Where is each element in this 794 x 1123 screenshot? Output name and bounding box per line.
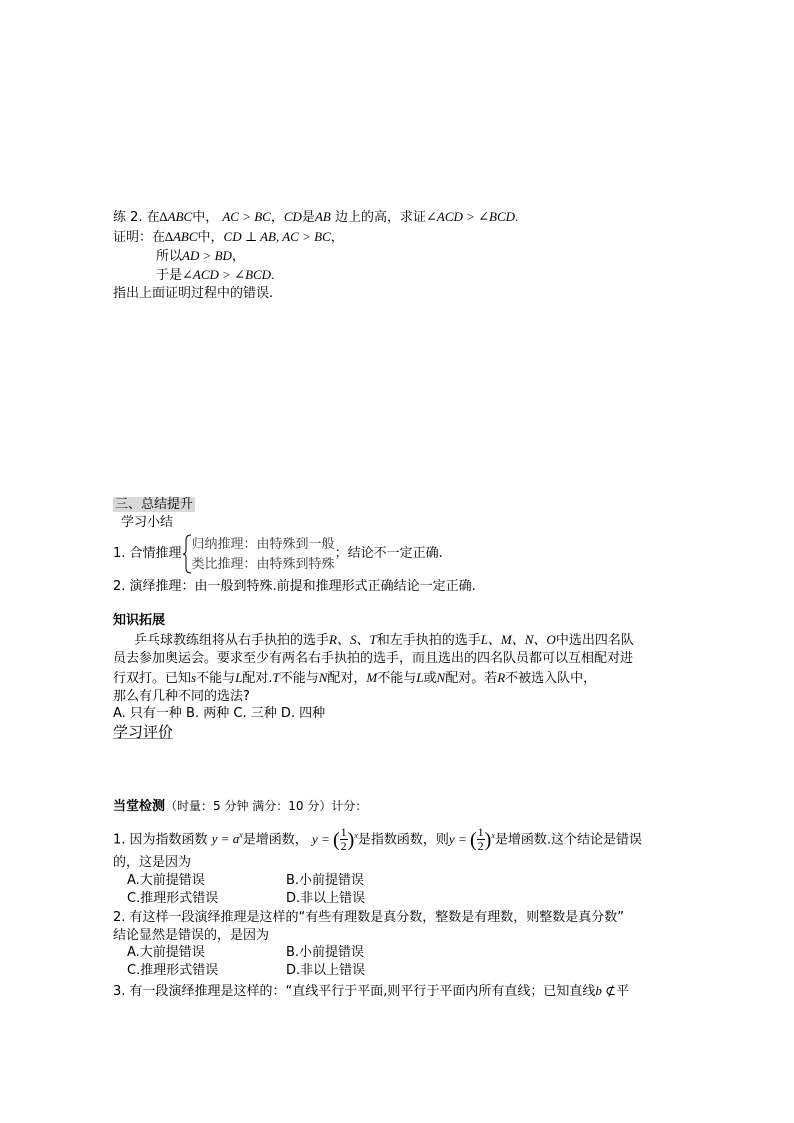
formula-exp	[212, 831, 243, 846]
test-q2-line2: 结论显然是错误的，是因为	[113, 928, 270, 943]
q2-option-a: A.大前提错误	[127, 945, 205, 960]
text: 和左手执拍的选手	[376, 633, 481, 648]
exercise2-line3	[156, 247, 245, 266]
extension-options: A. 只有一种 B. 两种 C. 三种 D. 四种	[113, 706, 326, 721]
inference-types	[192, 534, 335, 574]
q1-option-b: B.小前提错误	[286, 873, 365, 888]
math: ∆ABC	[165, 229, 198, 244]
math: CD	[283, 209, 302, 224]
test-q3-line1	[113, 982, 629, 1001]
text: 边上的高，求证	[334, 210, 426, 225]
q1-option-d: D.非以上错误	[286, 891, 366, 906]
math: AB	[314, 209, 331, 224]
math: CD ⊥ AB, AC > BC	[223, 229, 331, 244]
summary-item1	[113, 534, 443, 574]
math: s	[191, 670, 197, 685]
text: 是指数函数，则	[357, 832, 449, 848]
text: （时量：5 分钟 满分：10 分）计分：	[165, 799, 368, 813]
exercise2-line5: 指出上面证明过程中的错误.	[113, 286, 274, 301]
text: ；结论不一定正确.	[334, 546, 443, 561]
text: 不能与	[196, 671, 236, 686]
q2-option-d: D.非以上错误	[286, 963, 366, 978]
text: 3. 有一段演绎推理是这样的：“直线平行于平面,则平行于平面内所有直线；已知直线	[113, 984, 596, 999]
math: N	[318, 670, 328, 685]
evaluation-heading	[113, 722, 173, 742]
extension-p2: 员去参加奥运会。要求至少有两名右手执拍的选手，而且选出的四名队员都可以互相配对进	[113, 651, 634, 666]
math: R	[497, 670, 506, 685]
math: b ⊄	[595, 983, 617, 998]
math: L	[416, 670, 424, 685]
math: L	[235, 670, 243, 685]
math: N	[436, 670, 446, 685]
exercise2-line4	[156, 266, 274, 285]
math: M	[366, 670, 378, 685]
text: 不能与	[279, 671, 319, 686]
text: 1. 合情推理	[113, 546, 182, 561]
q2-option-b: B.小前提错误	[286, 945, 365, 960]
q1-option-c: C.推理形式错误	[127, 891, 219, 906]
section-heading: 学习评价	[113, 723, 174, 741]
fraction	[340, 826, 348, 853]
math: ∠ACD > ∠BCD	[182, 267, 272, 282]
text: 中，	[192, 210, 219, 225]
text: 平	[616, 984, 630, 999]
extension-heading: 知识拓展	[113, 613, 166, 628]
text: 配对。若	[445, 671, 498, 686]
summary-subheading: 学习小结	[121, 515, 174, 530]
extension-p4: 那么有几种不同的选法?	[113, 689, 250, 704]
text: ，	[270, 210, 284, 225]
q2-option-c: C.推理形式错误	[127, 963, 219, 978]
denominator: 2	[477, 839, 484, 854]
test-q2-line1: 2. 有这样一段演绎推理是这样的“有些有理数是真分数，整数是有理数，则整数是真分数”	[113, 910, 625, 925]
math: x	[491, 831, 495, 840]
math: T	[272, 670, 280, 685]
text: 或	[423, 671, 437, 686]
text: 类比推理：由特殊到特殊	[191, 556, 335, 571]
math: R、S、T	[329, 632, 377, 647]
math: L、M、N、O	[480, 632, 556, 647]
text: 1. 因为指数函数	[113, 832, 208, 848]
paren: (	[469, 828, 477, 851]
text: 行双打。已知	[113, 671, 192, 686]
text: 当堂检测	[113, 799, 166, 814]
test-heading	[113, 797, 367, 816]
denominator: 2	[340, 839, 347, 854]
text: 是	[301, 210, 315, 225]
text: ，	[231, 249, 245, 264]
section-heading: 三、总结提升	[115, 497, 194, 512]
numerator: 1	[477, 825, 484, 840]
math: ∆ABC	[159, 209, 193, 224]
text: 证明：在	[113, 230, 166, 245]
math: AD > BD	[182, 248, 232, 263]
text: 不被选入队中，	[505, 671, 597, 686]
brace-icon	[182, 534, 192, 574]
text: ，	[330, 230, 344, 245]
math: ∠ACD > ∠BCD	[425, 209, 516, 224]
summary-item2: 2. 演绎推理：由一般到特殊.前提和推理形式正确结论一定正确.	[113, 579, 476, 594]
test-q1-line1	[113, 818, 642, 854]
exercise2-line1	[113, 208, 518, 227]
text: 练 2. 在	[113, 210, 160, 225]
math: y = a	[211, 831, 240, 847]
text: 配对，	[327, 671, 367, 686]
paren: )	[347, 828, 355, 851]
test-q1-line2: 的，这是因为	[113, 855, 192, 870]
text: 不能与	[377, 671, 417, 686]
exercise2-line2	[113, 228, 344, 247]
math: x	[354, 831, 358, 840]
paren: (	[333, 828, 340, 851]
text: .	[271, 267, 275, 282]
paren: )	[484, 828, 492, 851]
summary-heading	[113, 496, 195, 514]
text: .	[515, 209, 519, 224]
text: 中，	[197, 230, 224, 245]
math: y =	[448, 831, 470, 847]
text: 中选出四名队	[555, 633, 634, 648]
fraction	[477, 826, 485, 853]
math: AC > BC	[222, 209, 271, 224]
text: 是增函数，	[242, 832, 308, 848]
numerator: 1	[340, 825, 347, 840]
text: 乒乓球教练组将从右手执拍的选手	[134, 633, 330, 648]
text: 于是	[156, 268, 183, 283]
q1-option-a: A.大前提错误	[127, 873, 205, 888]
math: x	[239, 831, 243, 840]
text: 配对.	[242, 671, 273, 686]
text: 归纳推理：由特殊到一般	[191, 536, 335, 551]
extension-p3	[113, 669, 596, 688]
extension-p1	[134, 631, 634, 650]
text: 是增函数.这个结论是错误	[494, 832, 643, 848]
text: 所以	[156, 249, 183, 264]
math: y =	[311, 831, 333, 847]
